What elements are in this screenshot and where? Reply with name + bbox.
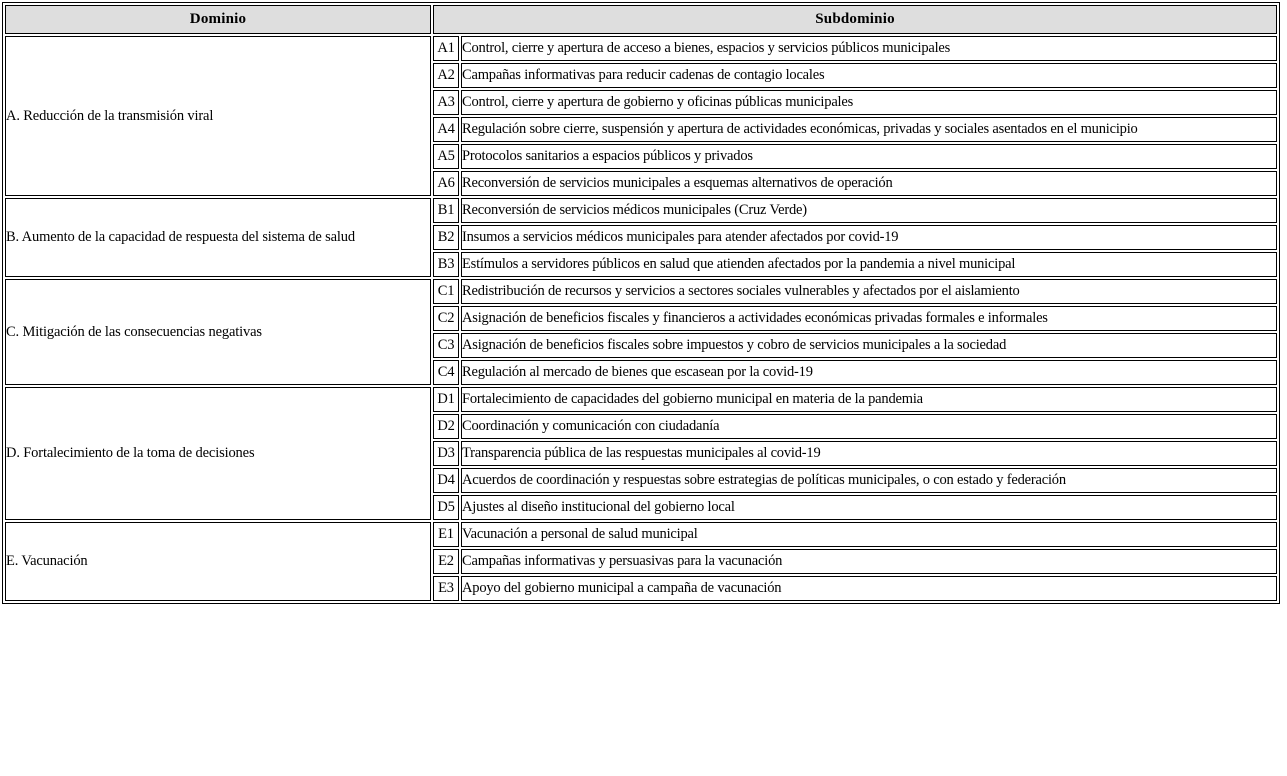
column-header-subdominio: Subdominio — [433, 5, 1277, 34]
subdomain-id-cell: B1 — [433, 198, 459, 223]
subdomain-id-cell: A2 — [433, 63, 459, 88]
table-row — [5, 279, 1277, 304]
subdomain-text-cell: Fortalecimiento de capacidades del gobierno municipal en materia de la pandemia — [461, 387, 1277, 412]
header-row — [5, 5, 1277, 34]
table-body — [5, 36, 1277, 601]
subdomain-text-cell: Regulación sobre cierre, suspensión y apertura de actividades económicas, privadas y sociales asentados en el municipio — [461, 117, 1277, 142]
subdomain-id-cell: A4 — [433, 117, 459, 142]
subdomain-text-cell: Campañas informativas para reducir cadenas de contagio locales — [461, 63, 1277, 88]
subdomain-text-cell: Estímulos a servidores públicos en salud que atienden afectados por la pandemia a nivel municipal — [461, 252, 1277, 277]
subdomain-id-cell: D2 — [433, 414, 459, 439]
subdomain-id-cell: D1 — [433, 387, 459, 412]
subdomain-id-cell: C4 — [433, 360, 459, 385]
subdomain-text-cell: Apoyo del gobierno municipal a campaña de vacunación — [461, 576, 1277, 601]
subdomain-id-cell: A3 — [433, 90, 459, 115]
subdomain-id-cell: D5 — [433, 495, 459, 520]
subdomain-id-cell: D4 — [433, 468, 459, 493]
subdomain-text-cell: Protocolos sanitarios a espacios públicos y privados — [461, 144, 1277, 169]
subdomain-text-cell: Acuerdos de coordinación y respuestas sobre estrategias de políticas municipales, o con estado y federación — [461, 468, 1277, 493]
subdomain-id-cell: B2 — [433, 225, 459, 250]
subdomain-id-cell: E1 — [433, 522, 459, 547]
subdomain-text-cell: Transparencia pública de las respuestas municipales al covid-19 — [461, 441, 1277, 466]
domain-cell: C. Mitigación de las consecuencias negativas — [5, 279, 431, 385]
domain-subdomain-table — [2, 2, 1280, 604]
subdomain-text-cell: Control, cierre y apertura de acceso a bienes, espacios y servicios públicos municipales — [461, 36, 1277, 61]
domain-cell: E. Vacunación — [5, 522, 431, 601]
subdomain-text-cell: Redistribución de recursos y servicios a sectores sociales vulnerables y afectados por el aislamiento — [461, 279, 1277, 304]
subdomain-text-cell: Coordinación y comunicación con ciudadanía — [461, 414, 1277, 439]
domain-cell: A. Reducción de la transmisión viral — [5, 36, 431, 196]
subdomain-id-cell: B3 — [433, 252, 459, 277]
subdomain-text-cell: Campañas informativas y persuasivas para la vacunación — [461, 549, 1277, 574]
table-row — [5, 36, 1277, 61]
table-row — [5, 198, 1277, 223]
domain-cell: B. Aumento de la capacidad de respuesta del sistema de salud — [5, 198, 431, 277]
subdomain-id-cell: C2 — [433, 306, 459, 331]
table-header — [5, 5, 1277, 34]
subdomain-id-cell: A1 — [433, 36, 459, 61]
subdomain-id-cell: E2 — [433, 549, 459, 574]
subdomain-text-cell: Ajustes al diseño institucional del gobierno local — [461, 495, 1277, 520]
subdomain-id-cell: D3 — [433, 441, 459, 466]
subdomain-text-cell: Asignación de beneficios fiscales sobre impuestos y cobro de servicios municipales a la sociedad — [461, 333, 1277, 358]
subdomain-id-cell: A6 — [433, 171, 459, 196]
subdomain-text-cell: Vacunación a personal de salud municipal — [461, 522, 1277, 547]
subdomain-text-cell: Reconversión de servicios médicos municipales (Cruz Verde) — [461, 198, 1277, 223]
subdomain-text-cell: Control, cierre y apertura de gobierno y oficinas públicas municipales — [461, 90, 1277, 115]
table-row — [5, 387, 1277, 412]
subdomain-text-cell: Asignación de beneficios fiscales y financieros a actividades económicas privadas formales e informales — [461, 306, 1277, 331]
subdomain-text-cell: Insumos a servicios médicos municipales para atender afectados por covid-19 — [461, 225, 1277, 250]
column-header-dominio: Dominio — [5, 5, 431, 34]
subdomain-id-cell: C3 — [433, 333, 459, 358]
subdomain-text-cell: Reconversión de servicios municipales a esquemas alternativos de operación — [461, 171, 1277, 196]
domain-cell: D. Fortalecimiento de la toma de decisiones — [5, 387, 431, 520]
subdomain-text-cell: Regulación al mercado de bienes que escasean por la covid-19 — [461, 360, 1277, 385]
table-row — [5, 522, 1277, 547]
subdomain-id-cell: A5 — [433, 144, 459, 169]
subdomain-id-cell: E3 — [433, 576, 459, 601]
subdomain-id-cell: C1 — [433, 279, 459, 304]
